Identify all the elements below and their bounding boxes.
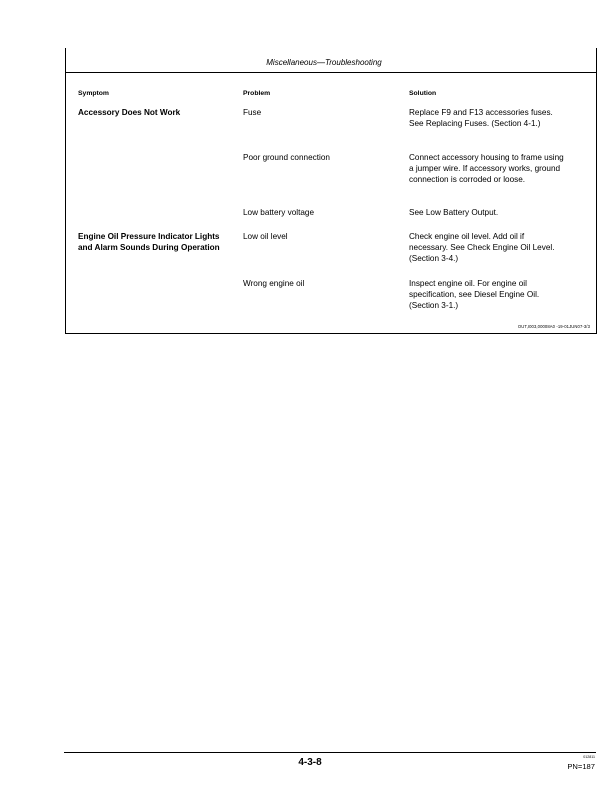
table-row-solution: See Low Battery Output. (409, 208, 499, 217)
table-row-symptom: Accessory Does Not Work (78, 108, 181, 117)
page-number: 4-3-8 (298, 757, 322, 768)
footer-rule (64, 752, 596, 753)
revision-code: 012811 (583, 755, 595, 759)
table-row-solution: Replace F9 and F13 accessories fuses. See Replacing Fuses. (Section 4-1.) (409, 108, 553, 128)
table-row-problem: Fuse (243, 108, 262, 117)
table-row-problem: Low oil level (243, 232, 288, 241)
column-header-problem: Problem (243, 90, 271, 97)
column-header-symptom: Symptom (78, 90, 109, 97)
section-title: Miscellaneous—Troubleshooting (266, 58, 382, 67)
column-header-solution: Solution (409, 90, 437, 97)
table-row-solution: Connect accessory housing to frame using a jumper wire. If accessory works, ground connection is corroded or loose. (409, 153, 564, 184)
table-row-problem: Wrong engine oil (243, 279, 305, 288)
table-row-problem: Poor ground connection (243, 153, 330, 162)
table-row-symptom: Engine Oil Pressure Indicator Lights and Alarm Sounds During Operation (78, 232, 220, 252)
table-row-problem: Low battery voltage (243, 208, 315, 217)
reference-code: OUT,I003,00008A0 -19-01JUN07-3/3 (517, 324, 590, 329)
table-row-solution: Inspect engine oil. For engine oil specification, see Diesel Engine Oil. (Section 3-1.) (409, 279, 540, 310)
frame-left-tick (65, 48, 66, 72)
table-row-solution: Check engine oil level. Add oil if necessary. See Check Engine Oil Level. (Section 3-4.) (409, 232, 555, 263)
pn-label: PN=187 (567, 762, 595, 771)
frame-right-tick (596, 48, 597, 72)
